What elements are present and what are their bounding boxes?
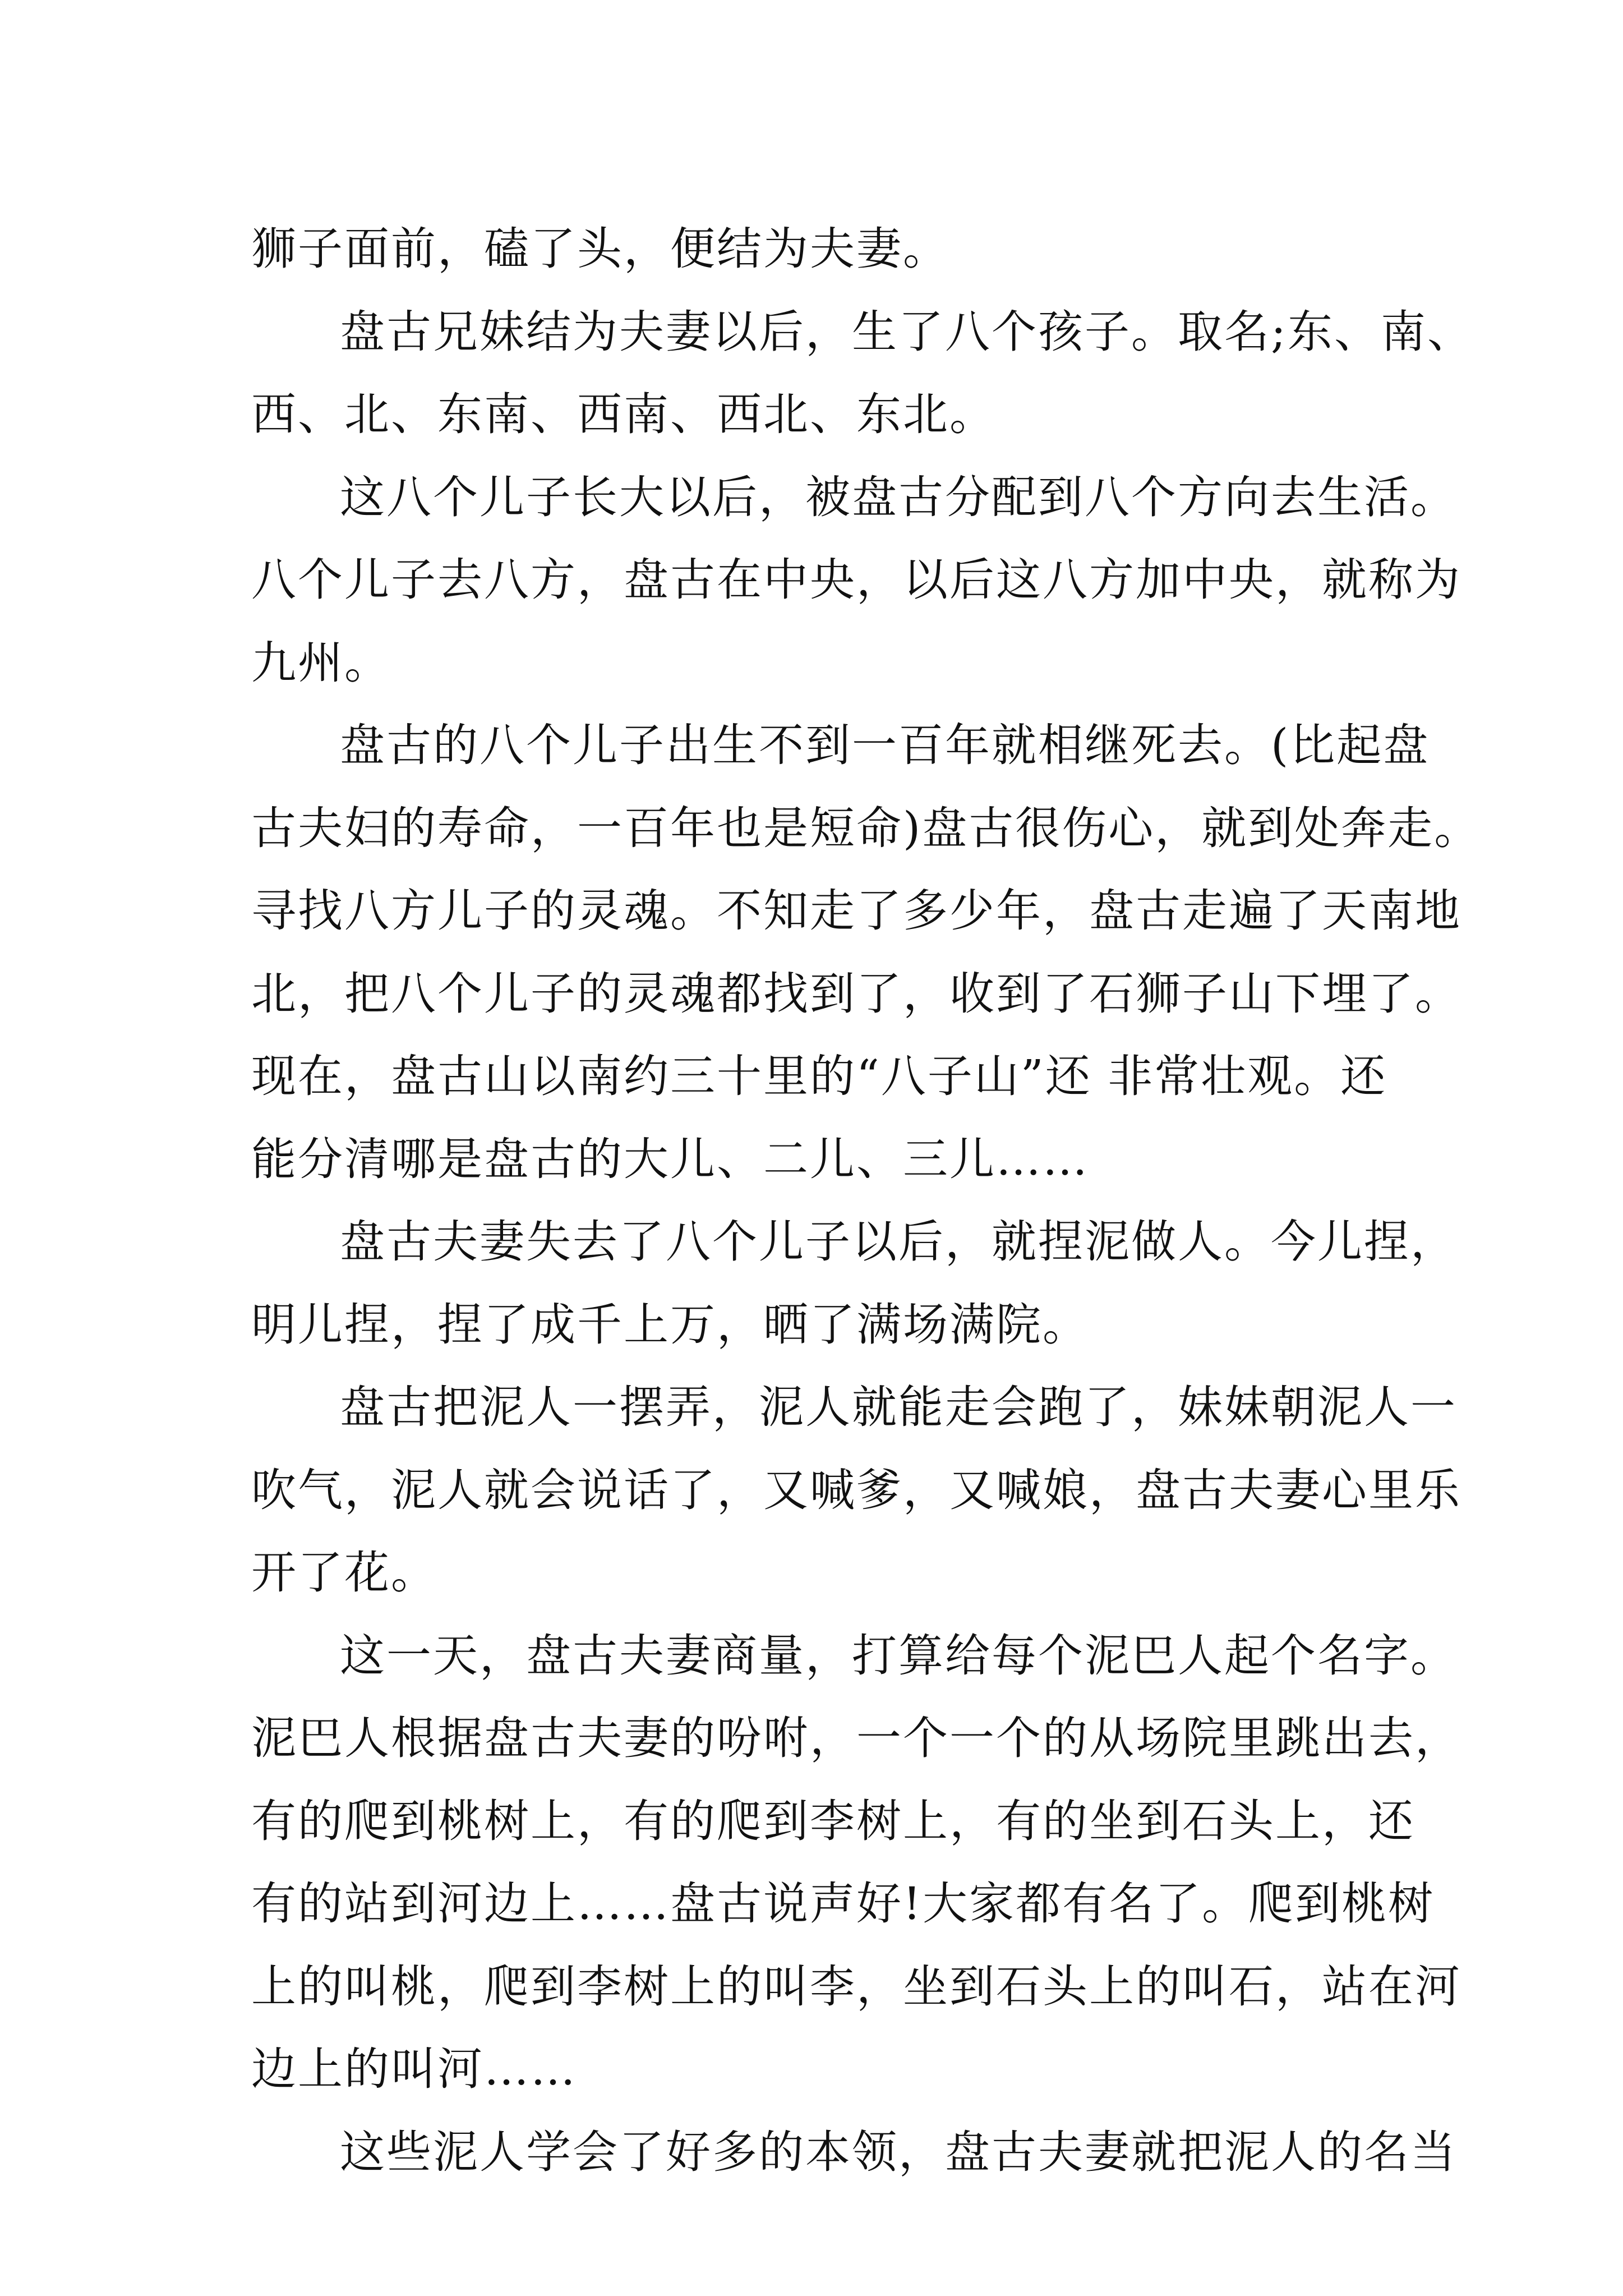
text-line: 上的叫桃，爬到李树上的叫李，坐到石头上的叫石，站在河	[251, 1960, 1461, 2013]
text-line: 八个儿子去八方，盘古在中央，以后这八方加中央，就称为	[251, 554, 1461, 606]
text-line: 九州。	[251, 636, 391, 689]
body-text	[251, 208, 1481, 2193]
text-line: 北，把八个儿子的灵魂都找到了，收到了石狮子山下埋了。	[251, 967, 1461, 1020]
text-line: 这些泥人学会了好多的本领，盘古夫妻就把泥人的名当	[340, 2125, 1457, 2178]
text-line: 这八个儿子长大以后，被盘古分配到八个方向去生活。	[340, 471, 1457, 523]
text-line: 古夫妇的寿命，一百年也是短命)盘古很伤心，就到处奔走。	[251, 802, 1481, 854]
text-line: 盘古夫妻失去了八个儿子以后，就捏泥做人。今儿捏，	[340, 1216, 1457, 1268]
text-line: 寻找八方儿子的灵魂。不知走了多少年，盘古走遍了天南地	[251, 885, 1461, 937]
text-line: 现在，盘古山以南约三十里的“八子山”还 非常壮观。还	[251, 1050, 1387, 1102]
text-line: 盘古的八个儿子出生不到一百年就相继死去。(比起盘	[340, 719, 1430, 771]
text-line: 这一天，盘古夫妻商量，打算给每个泥巴人起个名字。	[340, 1629, 1457, 1682]
text-line: 有的爬到桃树上，有的爬到李树上，有的坐到石头上，还	[251, 1795, 1415, 1847]
text-line: 狮子面前，磕了头，便结为夫妻。	[251, 223, 949, 275]
text-line: 吹气，泥人就会说话了，又喊爹，又喊娘，盘古夫妻心里乐	[251, 1464, 1461, 1516]
text-line: 盘古兄妹结为夫妻以后，生了八个孩子。取名;东、南、	[340, 305, 1474, 358]
text-line: 泥巴人根据盘古夫妻的吩咐，一个一个的从场院里跳出去，	[251, 1712, 1461, 1764]
text-line: 西、北、东南、西南、西北、东北。	[251, 388, 996, 440]
text-line: 开了花。	[251, 1547, 437, 1599]
text-line: 有的站到河边上……盘古说声好!大家都有名了。爬到桃树	[251, 1878, 1435, 1930]
text-line: 能分清哪是盘古的大儿、二儿、三儿……	[251, 1133, 1089, 1185]
text-line: 盘古把泥人一摆弄，泥人就能走会跑了，妹妹朝泥人一	[340, 1381, 1457, 1433]
text-line: 边上的叫河……	[251, 2043, 577, 2095]
text-line: 明儿捏，捏了成千上万，晒了满场满院。	[251, 1298, 1089, 1351]
